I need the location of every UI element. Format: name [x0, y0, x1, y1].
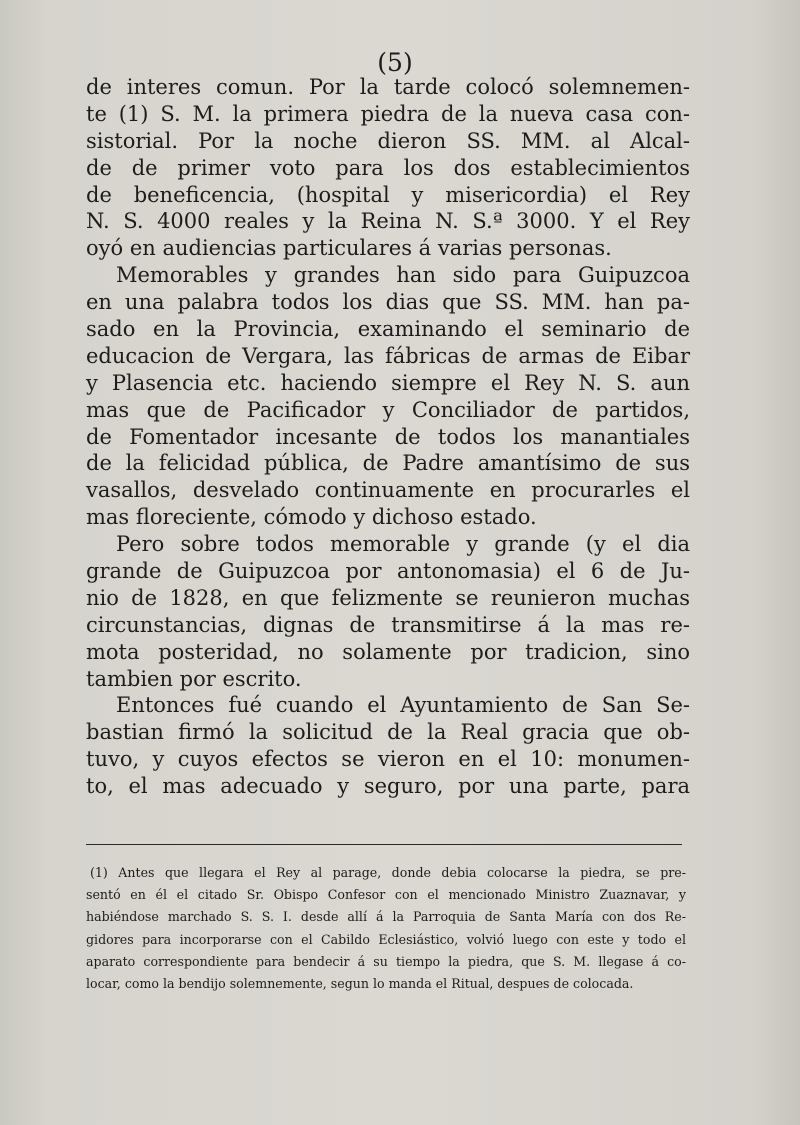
- body-line: mas que de Pacificador y Conciliador de partidos,: [86, 397, 690, 422]
- body-line: bastian firmó la solicitud de la Real gracia que ob-: [86, 720, 690, 745]
- body-line: vasallos, desvelado continuamente en procurarles el: [86, 478, 690, 503]
- footnote-line: (1) Antes que llegara el Rey al parage, donde debia colocarse la piedra, se pre-: [90, 865, 686, 880]
- body-line: oyó en audiencias particulares á varias personas.: [86, 236, 612, 261]
- body-line: to, el mas adecuado y seguro, por una parte, para: [86, 774, 690, 799]
- body-line: N. S. 4000 reales y la Reina N. S.ª 3000. Y el Rey: [86, 209, 690, 234]
- body-line: sado en la Provincia, examinando el seminario de: [86, 317, 690, 342]
- paragraph-start-line: Entonces fué cuando el Ayuntamiento de San Se-: [116, 693, 690, 718]
- body-line: tambien por escrito.: [86, 666, 302, 691]
- body-line: mota posteridad, no solamente por tradicion, sino: [86, 639, 690, 664]
- page-number: (5): [377, 48, 413, 77]
- footnote-line: habiéndose marchado S. S. I. desde allí á la Parroquia de Santa María con dos Re-: [86, 909, 686, 925]
- body-line: grande de Guipuzcoa por antonomasia) el 6 de Ju-: [86, 559, 690, 584]
- body-line: de la felicidad pública, de Padre amantísimo de sus: [86, 451, 690, 476]
- body-text: [86, 74, 690, 800]
- body-line: de Fomentador incesante de todos los manantiales: [86, 424, 690, 449]
- footnote-line: sentó en él el citado Sr. Obispo Confesor con el mencionado Ministro Zuaznavar, y: [86, 887, 686, 903]
- body-line: de de primer voto para los dos establecimientos: [86, 155, 690, 180]
- footnote-line: aparato correspondiente para bendecir á su tiempo la piedra, que S. M. llegase á co-: [86, 953, 686, 969]
- body-line: te (1) S. M. la primera piedra de la nueva casa con-: [86, 101, 690, 126]
- body-line: y Plasencia etc. haciendo siempre el Rey N. S. aun: [86, 370, 690, 395]
- body-line: mas floreciente, cómodo y dichoso estado.: [86, 505, 537, 530]
- footnote-divider: [86, 844, 682, 845]
- footnote-line: locar, como la bendijo solemnemente, segun lo manda el Ritual, despues de colocada.: [86, 975, 634, 991]
- body-line: circunstancias, dignas de transmitirse á la mas re-: [86, 612, 690, 637]
- body-line: de beneficencia, (hospital y misericordia) el Rey: [86, 182, 690, 207]
- body-line: sistorial. Por la noche dieron SS. MM. al Alcal-: [86, 128, 690, 153]
- body-line: de interes comun. Por la tarde colocó solemnemen-: [86, 75, 690, 99]
- footnote: [86, 862, 686, 995]
- body-line: educacion de Vergara, las fábricas de armas de Eibar: [86, 343, 690, 368]
- footnote-line: gidores para incorporarse con el Cabildo Eclesiástico, volvió luego con este y todo el: [86, 931, 686, 947]
- paragraph-start-line: Pero sobre todos memorable y grande (y el dia: [116, 532, 690, 557]
- paragraph-start-line: Memorables y grandes han sido para Guipuzcoa: [116, 263, 690, 288]
- body-line: tuvo, y cuyos efectos se vieron en el 10: monumen-: [86, 747, 690, 772]
- body-line: en una palabra todos los dias que SS. MM. han pa-: [86, 290, 690, 315]
- body-line: nio de 1828, en que felizmente se reunieron muchas: [86, 585, 690, 610]
